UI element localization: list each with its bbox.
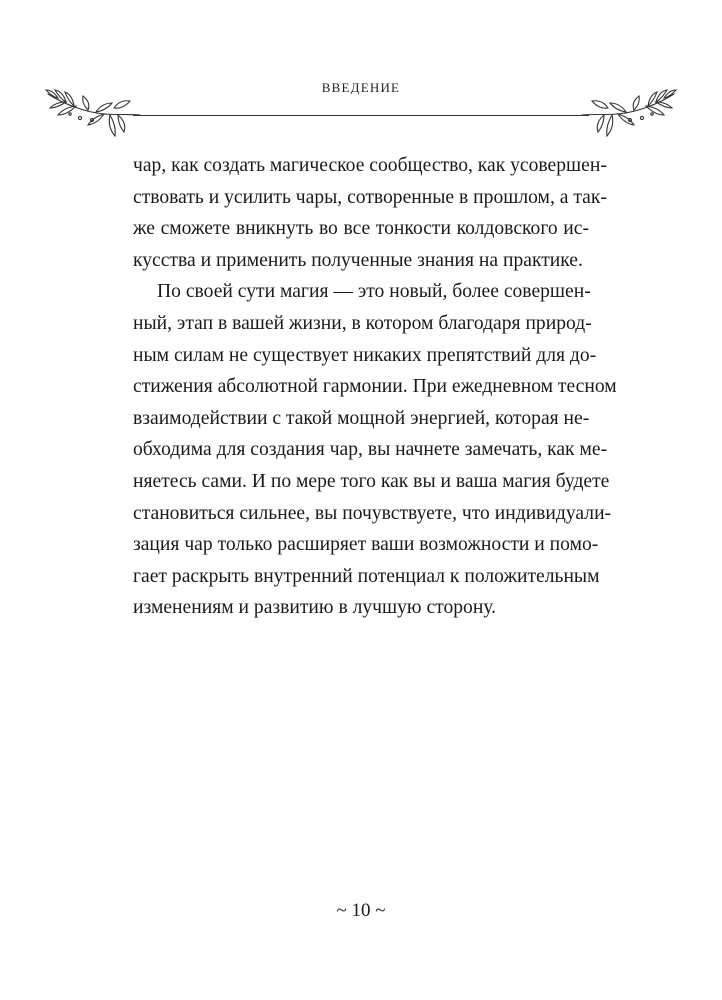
page-number: ~ 10 ~ <box>336 900 386 921</box>
botanical-ornament-right-icon <box>578 84 678 140</box>
text-line: становиться сильнее, вы почувствуете, что индивидуали- <box>133 502 612 524</box>
paragraph-2 <box>133 276 617 624</box>
text-line: стижения абсолютной гармонии. При ежедневном тесном <box>133 376 617 398</box>
text-line: обходима для создания чар, вы начнете замечать, как ме- <box>133 439 608 461</box>
paragraph-1 <box>133 150 607 276</box>
running-title: ВВЕДЕНИЕ <box>321 80 401 95</box>
text-line: ствовать и усилить чары, сотворенные в прошлом, а так- <box>133 186 607 208</box>
text-line: По своей сути магия — это новый, более совершен- <box>157 281 591 303</box>
page-header <box>0 0 722 150</box>
text-line: кусства и применить полученные знания на практике. <box>133 249 583 271</box>
text-line: же сможете вникнуть во все тонкости колдовского ис- <box>133 218 589 240</box>
text-line: ный, этап в вашей жизни, в котором благодаря природ- <box>133 312 592 334</box>
body-text <box>133 150 617 624</box>
header-rule <box>133 115 589 116</box>
text-line: чар, как создать магическое сообщество, как усовершен- <box>133 155 607 176</box>
text-line: гает раскрыть внутренний потенциал к положительным <box>133 565 600 587</box>
text-line: ным силам не существует никаких препятствий для до- <box>133 344 597 366</box>
text-line: няетесь сами. И по мере того как вы и ваша магия будете <box>133 470 610 492</box>
text-line: зация чар только расширяет ваши возможности и помо- <box>133 534 599 556</box>
text-line: взаимодействии с такой мощной энергией, которая не- <box>133 407 590 429</box>
text-line: изменениям и развитию в лучшую сторону. <box>133 597 497 619</box>
